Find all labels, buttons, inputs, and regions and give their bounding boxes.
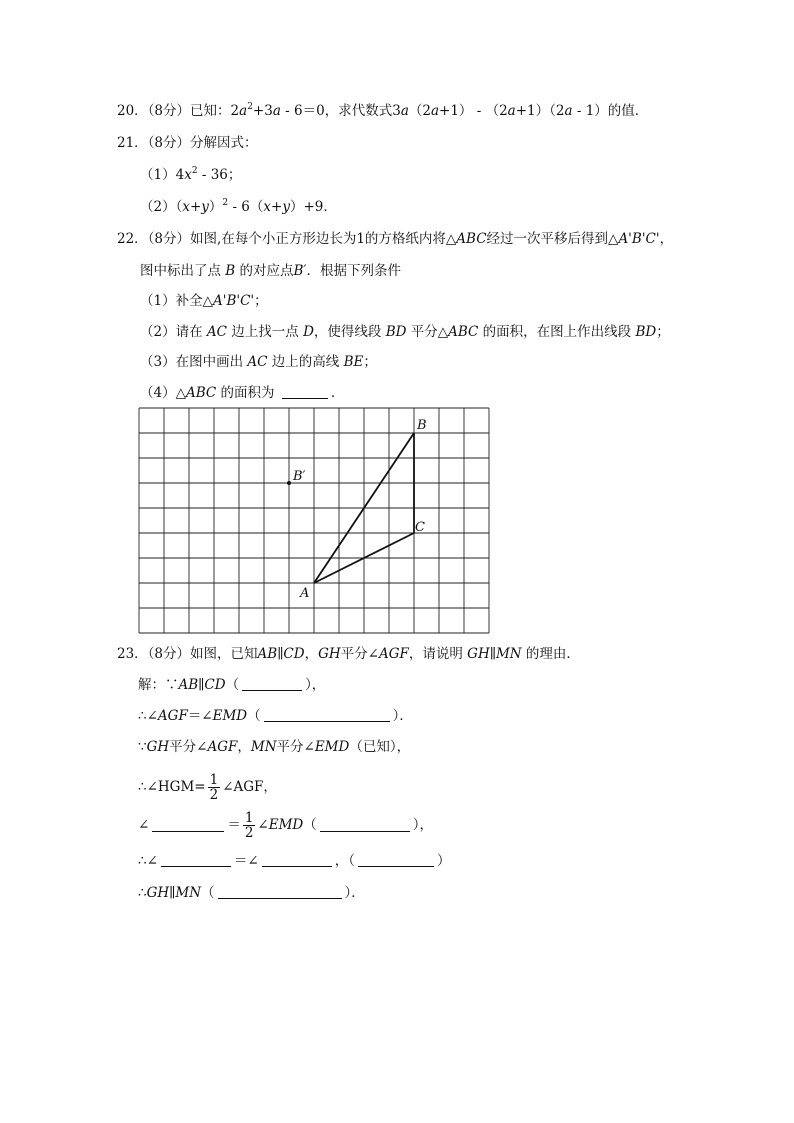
question-21-part-1: $(1)4x^2 - 36$； xyxy=(140,166,242,183)
answer-blank[interactable] xyxy=(264,708,390,722)
question-20: 20．（8分）已知：$2a^2+3a - 6=0$，求代数式3a（2a+1） - （2a+1）（2a - 1）的值． xyxy=(117,102,649,119)
question-22-line-1: 22．（8分）如图,在每个小正方形边长为1的方格纸内将△ABC经过一次平移后得到△A'B'C'， xyxy=(117,231,674,247)
solution-step-1: 解：∵AB∥CD（ ）， xyxy=(138,677,326,693)
solution-step-3: ∵GH平分∠AGF，MN平分∠EMD（已知）， xyxy=(138,739,411,755)
question-22-part-1: （1）补全△A'B'C'； xyxy=(140,293,268,309)
fraction-half: $\frac{1}{2}$ xyxy=(244,809,254,841)
point-b-prime xyxy=(287,481,291,485)
answer-blank[interactable] xyxy=(282,385,328,399)
question-22-line-2: 图中标出了点 B 的对应点B′．根据下列条件 xyxy=(140,263,402,279)
label-a: A xyxy=(300,586,310,601)
question-21-title: 21．（8分）分解因式： xyxy=(117,135,258,151)
question-23: 23．（8分）如图，已知AB∥CD，GH平分∠AGF，请说明 GH∥MN 的理由． xyxy=(117,646,580,662)
question-22-part-2: （2）请在 AC 边上找一点 D，使得线段 BD 平分△ABC 的面积，在图上作出线段 BD； xyxy=(140,324,670,340)
question-22-part-4: （4）△ABC 的面积为 ． xyxy=(140,385,345,401)
solution-step-7: ∴GH∥MN（ ）． xyxy=(138,885,365,901)
question-21-part-2: $(2)(x+y)^2 - 6(x+y)+9$． xyxy=(140,198,337,215)
label-b: B xyxy=(417,418,427,433)
fraction-half: $\frac{1}{2}$ xyxy=(209,771,219,803)
solution-step-6: ∴∠ ＝∠ ，（ ） xyxy=(138,853,451,869)
answer-blank[interactable] xyxy=(262,853,332,867)
label-b-prime: B′ xyxy=(293,469,306,484)
solution-step-4: ∴∠HGM= $\frac{1}{2}$ ∠AGF， xyxy=(138,771,277,803)
answer-blank[interactable] xyxy=(161,853,231,867)
answer-blank[interactable] xyxy=(358,853,434,867)
answer-blank[interactable] xyxy=(320,818,410,832)
solution-step-2: ∴∠AGF＝∠EMD（ ）． xyxy=(138,708,413,724)
solution-step-5: ∠ ＝ $\frac{1}{2}$ ∠ EMD （ ）， xyxy=(138,809,433,841)
grid-figure xyxy=(138,407,490,635)
answer-blank[interactable] xyxy=(152,818,224,832)
label-c: C xyxy=(415,520,425,535)
grid-lines xyxy=(139,408,489,633)
question-22-part-3: （3）在图中画出 AC 边上的高线 BE； xyxy=(140,354,377,370)
answer-blank[interactable] xyxy=(218,885,342,899)
answer-blank[interactable] xyxy=(242,677,302,691)
